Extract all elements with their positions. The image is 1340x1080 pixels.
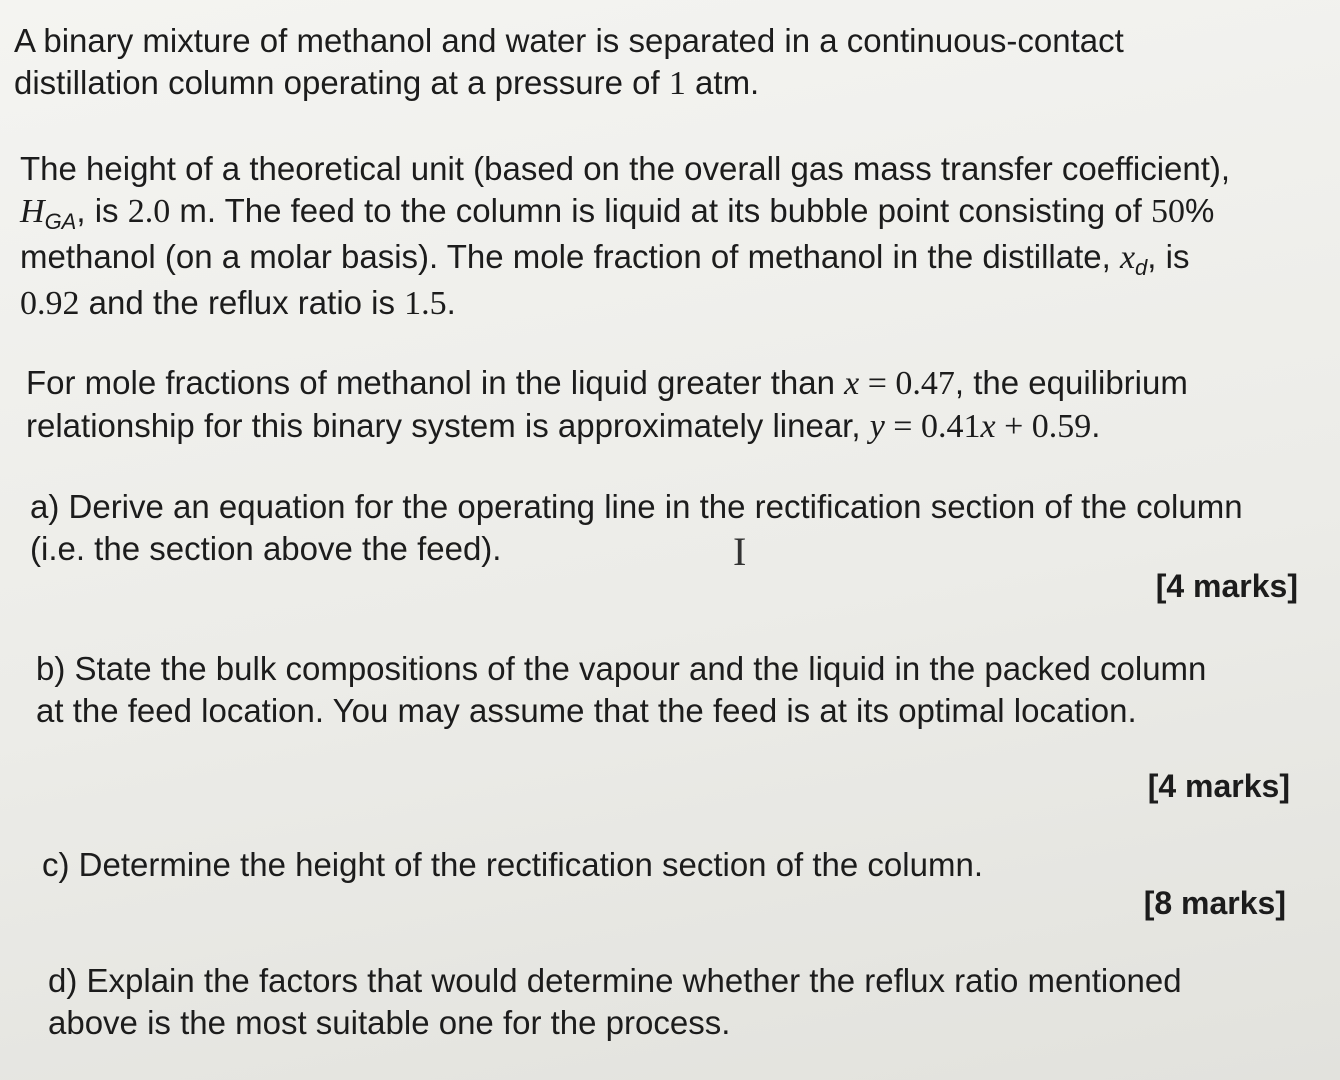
question-b-line-2: at the feed location. You may assume that the feed is at its optimal location.: [36, 692, 1137, 729]
intro-line-2: distillation column operating at a pressure of 1 atm.: [14, 64, 760, 102]
question-d-line-2: above is the most suitable one for the process.: [48, 1004, 731, 1041]
question-d-line-1: d) Explain the factors that would determine whether the reflux ratio mentioned: [48, 962, 1182, 999]
htu-line-3: methanol (on a molar basis). The mole fraction of methanol in the distillate, $x_d$, is: [20, 238, 1190, 280]
htu-line-2: $H_{GA}$, is 2.0 m. The feed to the column is liquid at its bubble point consisting of 50%: [20, 192, 1215, 234]
question-c: [42, 844, 983, 886]
intro-paragraph: [14, 20, 1124, 105]
htu-line-1: The height of a theoretical unit (based on the overall gas mass transfer coefficient),: [20, 150, 1231, 187]
htu-paragraph: [20, 148, 1230, 325]
question-a-marks: [4 marks]: [1155, 568, 1298, 604]
equilibrium-line-2: relationship for this binary system is approximately linear, y = 0.41x + 0.59.: [26, 407, 1101, 445]
text-cursor-icon: I: [733, 529, 747, 574]
question-b-line-1: b) State the bulk compositions of the vapour and the liquid in the packed column: [36, 650, 1207, 687]
question-a-line-2: (i.e. the section above the feed).: [30, 530, 502, 567]
htu-line-4: 0.92 and the reflux ratio is 1.5.: [20, 284, 456, 322]
question-c-line-1: c) Determine the height of the rectification section of the column.: [42, 846, 983, 883]
equilibrium-paragraph: [26, 362, 1188, 448]
question-a-line-1: a) Derive an equation for the operating line in the rectification section of the column: [30, 488, 1243, 525]
question-c-marks: [8 marks]: [1143, 885, 1286, 921]
question-b: [36, 648, 1206, 732]
intro-line-1: A binary mixture of methanol and water is separated in a continuous-contact: [14, 22, 1124, 59]
question-d: [48, 960, 1182, 1044]
question-a: [30, 486, 1243, 570]
equilibrium-line-1: For mole fractions of methanol in the liquid greater than x = 0.47, the equilibrium: [26, 364, 1188, 402]
question-b-marks: [4 marks]: [1147, 768, 1290, 804]
